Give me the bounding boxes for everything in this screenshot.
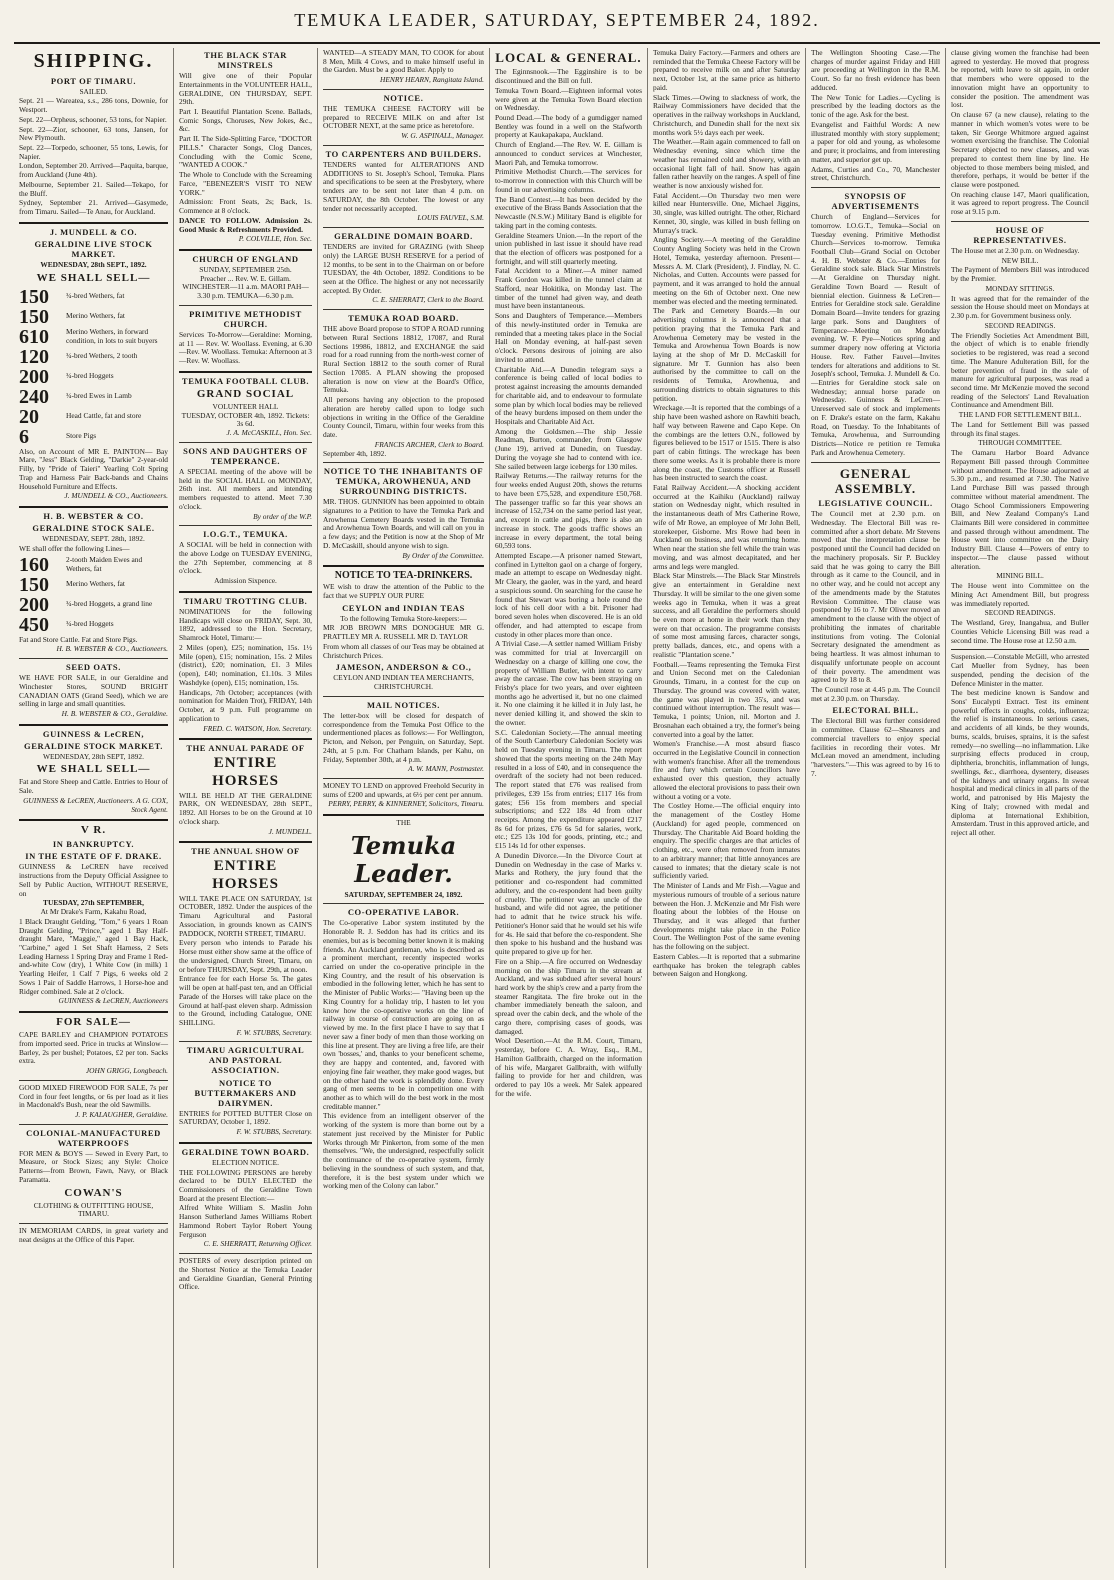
carpenters-heading: TO CARPENTERS AND BUILDERS. [325, 148, 482, 159]
black-star-text: Will give one of their Popular Entertainments in the VOLUNTEER HALL, GERALDINE, ON THURSDAY, SEPT. 29th. [179, 71, 312, 107]
news-item: Among the Goldsmen.—The ship Jessie Readman, Burton, commander, from Glasgow (June 19), arrived at Dunedin, on Tuesday. During the voyage she had to contend with ice. She sailed between large icebergs for 130 miles. [495, 426, 642, 471]
carpenters-signature: LOUIS FAUVEL, S.M. [417, 213, 484, 223]
sale-date-3: WEDNESDAY, 28th SEPT, 1892. [43, 751, 144, 761]
webster-heading: H. B. WEBSTER & CO. [43, 511, 144, 522]
mail-heading: MAIL NOTICES. [367, 699, 440, 710]
news-item: Pound Dead.—The body of a gumdigger named Bentley was found in a well on the Stafworth property at Kaukapakapa, Auckland. [495, 113, 642, 140]
second-2-heading: SECOND READINGS. [984, 608, 1056, 618]
mccaskill-signature: J. A. McCASKILL, Hon. Sec. [226, 428, 312, 438]
tea-heading: NOTICE TO TEA-DRINKERS. [334, 570, 473, 582]
column-2 [174, 48, 318, 1568]
iogt-admission: Admission Sixpence. [214, 576, 277, 586]
new-bill-text: The Payment of Members Bill was introduced by the Premier. [951, 265, 1089, 284]
mundell-heading: J. MUNDELL & CO. [49, 226, 138, 237]
entire-horses: ENTIRE HORSES [212, 755, 279, 789]
columns [14, 48, 1100, 1568]
news-item: Railway Returns.—The railway returns for the four weeks ended August 20th, shows the returns to have been £75,528, and expenditure £50,768. The passenger traffic so far this year shows an increase of 152,734 on the same period last year, and, except in cattle and pigs, there is also an increase in stock. The goods traffic shows an increase in every department, the total being 60,593 tons. [495, 471, 642, 551]
butter-signature: F. W. STUBBS, Secretary. [236, 1127, 312, 1137]
stock-line: 6 Store Pigs [19, 425, 97, 448]
domain-text: TENDERS are invited for GRAZING (with Sheep only) the LARGE BUSH RESERVE for a period of 12 months, to be sent in to the Chairman on or before TUESDAY, the 4th October, 1892. Conditions to be seen at the Office. The highest or any not necessarily accepted. By Order. [323, 242, 484, 295]
guinness-text: Fat and Store Sheep and Cattle. Entries to Hour of Sale. [19, 777, 168, 796]
tea-text: WE wish to draw the attention of the Public to the fact that we SUPPLY OUR PURE [323, 582, 484, 600]
mail-text: The letter-box will be closed for despatch of correspondence from the Temuka Post Office to the undermentioned places as follows:— For Wellington, Picton, and Nelson, per Penguin, on Saturday, Sept. 24th, at 5 p.m. For Chatham Islands, per Kahu, on Friday, September 30th, at 4 p.m. [323, 710, 484, 764]
synopsis-text: Church of England—Services for tomorrow. I.O.G.T., Temuka—Social on Tuesday evening. Primitive Methodist Church—Services to-morrow. Temuka Football Club—Grand Social on October 4. H. B. Webster & Co.—Entries for Geraldine stock sale. Black Star Minstrels—At Geraldine on Thursday night. Geraldine Town Board — Result of biennial election. Guinness & LeCren—Entries for Geraldine stock sale. Geraldine Domain Board—Invite tenders for grazing large park. Sons and Daughters of Temperance—Meeting on Monday evening. W. F. Pye—Notices spring and summer drapery now offering at Victoria House. Rev. Father Fauvel—Invites tenders for alterations and additions to St. Joseph's school, Temuka. J. Mundell & Co.—Entries for Geraldine stock sale on Wednesday; annual horse parade on Wednesday. Guinness & LeCren—Unreserved sale of stock and implements on F. Drake's estate on the farm, Kakahu Road, on Tuesday. To the Inhabitants of Temuka, Arowhenua, and Surrounding Districts—Notice re petition re Temuka Park and Arowhenua Cemetery. [811, 212, 940, 457]
house-text: The House met at 2.30 p.m. on Wednesday. [951, 245, 1080, 255]
drake-heading: IN THE ESTATE OF F. DRAKE. [25, 851, 162, 862]
webster-fat: Fat and Store Cattle. Fat and Store Pigs. [19, 634, 138, 644]
news-item: Fatal Railway Accident.—A shocking accident occurred at the Kaihiku (Auckland) railway station on Wednesday night, which resulted in the instantaneous death of Mrs Catherine Rowe, wife of Mr Rowe, an employee of Mr John Bell, storekeeper, Gisborne. Mrs Rowe had been in Auckland on business, and was returning home. When near the station she fell while the train was moving, and was almost decapitated, and her arms and legs were mangled. [653, 482, 800, 571]
webster-line: 450 ¾-bred Hoggets [19, 613, 114, 636]
seed-oats-text: WE HAVE FOR SALE, in our Geraldine and Winchester Stores, SOUND BRIGHT CANADIAN OATS (Grand Seed), which we are selling in large and small quantities. [19, 673, 168, 709]
show-heading: THE ANNUAL SHOW OF [191, 846, 300, 857]
through-text: The Oamaru Harbor Board Advance Repayment Bill passed through Committee without amendment. The House adjourned at 5.30 p.m., and resumed at 7.30. The Native Land Purchase Bill was passed through committee without material amendment. The Otago School Commissioners Empowering Bill, and New Zealand Company's Land Claimants Bill were considered in committee and passed through without amendment. The House went into committee on the Dairy Industry Bill. Clause 4—Powers of entry to inspector.—The clause passed without alteration. [951, 448, 1089, 571]
news-item: A Dunedin Divorce.—In the Divorce Court at Dunedin on Wednesday in the case of Marks v. Marks and Rothery, the jury found that the petitioner and co-respondent had committed adultery, and the co-respondent had been guilty of cruelty. The petitioner was an uncle of the husband, and wife did not agree, the petitioner had to admit that he twice struck his wife. Petitioner's Honor said that he would set his wife for 4s. He said that before the co-respondent. She then spoke to his husband and the husband was quite prepared to give up for her. [495, 850, 642, 957]
monday-heading: MONDAY SITTINGS. [985, 283, 1055, 293]
news-item: Women's Franchise.—A most absurd fiasco occurred in the Legislative Council in connection with women's franchise. After all the tremendous fire and fury which certain Councillors have exhausted over this question, they actually allowed the electoral provisions to pass their own without a voting or a vote. [653, 739, 800, 801]
volunteer-hall: VOLUNTEER HALL [212, 401, 279, 411]
cowan-sub: CLOTHING & OUTFITTING HOUSE, TIMARU. [33, 1200, 154, 1219]
methodist-text: Services To-Morrow—Geraldine: Morning, at 11 — Rev. W. Woollass. Evening, at 6.30—Rev. W. Woollass. Temuka: Afternoon at 3—Rev. W. Woollass. [179, 329, 312, 366]
column-7 [946, 48, 1094, 1568]
shipping-item: Sept. 21 — Wareatea, s.s., 286 tons, Downie, for Westport. [19, 96, 168, 115]
sale-date-2: WEDNESDAY, SEPT. 28th, 1892. [42, 534, 145, 544]
parade-text: WILL BE HELD AT THE GERALDINE PARK, ON WEDNESDAY, 28th SEPT., 1892. All Horses to be on the Ground at 10 o'clock sharp. [179, 790, 312, 826]
news-item: Eastern Cables.—It is reported that a submarine earthquake has broken the telegraph cables between Saigon and Hongkong. [653, 951, 800, 979]
tea-names: MR JOB BROWN MRS DONOGHUE MR G. PRATTLEY MR A. RUSSELL MR D. TAYLOR [323, 623, 484, 642]
church-sunday: SUNDAY, SEPTEMBER 25th. [199, 265, 292, 274]
road-heading: TEMUKA ROAD BOARD. [348, 313, 459, 324]
trotting-close: Handicaps, 7th October; acceptances (with nomination for Maiden Trot), FRIDAY, 14th October, at 9 p.m. Full programme on application to [179, 687, 312, 723]
news-item: Evangelist and Faithful Words: A new illustrated monthly with story supplement; a paper for old and young, as wholesome and pure; it proclaims, and from interesting matter, and superior get up. [811, 119, 940, 164]
sailed-label: SAILED. [79, 86, 108, 96]
news-item: The Minister of Lands and Mr Fish.—Vague and mysterious rumours of trouble of a serious nature between the Hon. J. McKenzie and Mr Fish were floating about the lobbies of the House on Thursday, and it was alleged that further developments might take place in the Police Court. The Wellington Post of the same evening has the following on the subject. [653, 881, 800, 952]
admission: Admission: Front Seats, 2s; Back, 1s. Commence at 8 o'clock. [179, 197, 312, 216]
money-signature: PERRY, PERRY, & KINNERNEY, Solicitors, Timaru. [328, 799, 484, 809]
drake-text: GUINNESS & LeCREN have received instructions from the Deputy Official Assignee to Sell by Public Auction, WITHOUT RESERVE, on [19, 862, 168, 898]
ceylon-teas: CEYLON and INDIAN TEAS [342, 602, 465, 613]
sons-heading: SONS AND DAUGHTERS OF TEMPERANCE. [183, 445, 308, 466]
council-text: clause giving women the franchise had been agreed to yesterday. He moved that progress be reported, with leave to sit again, in order that members who were opposed to the innovation might have an opportunity to consider the position. The amendment was lost. [951, 48, 1089, 110]
drake-items: 1 Black Draught Gelding, "Tom," 6 years 1 Roan Draught Gelding, "Prince," aged 1 Bay Half-draught Mare, "Maggie," aged 1 Bay Hack, "Carbine," aged 1 Set Shaft Harness, 2 Sets Leading Harness 1 Spring Dray and Frame 1 Red-and-white Cow (dry), 1 White Cow (in milk) 1 Yearling Heifer, 1 Calf 7 Pigs, 6 weeks old 2 Sows 1 Pair of Saddle Harrows, 1 Horse-hoe and Ridger combined. Sale at 2 o'clock. [19, 916, 168, 996]
seed-signature: H. B. WEBSTER & CO., Geraldine. [61, 708, 168, 718]
show-signature: F. W. STUBBS, Secretary. [236, 1027, 312, 1037]
trotting-items: 2 Miles (open), £25; nomination, 15s. 1½ Mile (open), £15; nomination, 15s. 2 Miles (district), £20; nomination, £1. 3 Miles (open), £40; nomination, £1.10s. 3 Miles Washdyke (open), £15; nomination, 15s. [179, 642, 312, 687]
stock-line: 120 ¾-bred Wethers, 2 tooth [19, 345, 138, 368]
news-item: S.C. Caledonian Society.—The annual meeting of the South Canterbury Caledonian Society was held on Tuesday evening in Timaru. The report showed that the sports meeting on the 24th May resulted in a loss of £40, and in consequence the overdraft of the society had not been reduced. The report stated that £76 was realised from privileges, £39 15s from entries; £117 16s from gates; £56 15s from members and special subscriptions; and £22 18s 4d from other receipts. Among the expenditure appeared £217 8s 6d for prizes, £76 6s 5d for salaries, work, etc.; £25 13s 10d for goods, printing, etc.; and £15 14s 1d for other expenses. [495, 727, 642, 851]
through-heading: THROUGH COMMITTEE. [978, 438, 1062, 448]
column-6 [806, 48, 946, 1568]
webster-line: 200 ¾-bred Hoggets, a grand line [19, 593, 153, 616]
coop-text: The Co-operative Labor system instituted by the Honorable R. J. Seddon has had its critics and its enemies, but as is becoming better known it is making friends. An Auckland gentleman, who is described as a prominent merchant, recently inspected works carried on under the co-operative principle in the King Country, and the result of his observation is embodied in the following letter, which he has sent to the Minister of Public Works:— "Having been up the King Country for a holiday trip, I hasten to let you know how the co-operative works on the line of railway in course of construction are going on as viewed by me. In the first place I have to say that I never saw a finer body of men than those working on this line at present. They are living a free life, are their own 'bosses,' and, thanks to your beneficent scheme, they are happy and contented, and, favored with enjoying fine fair weather, they make good wages, but on the other hand the work is splendidly done. Every gang of men seems to be in competition one with another as to which will do the best work in the most creditable manner." [323, 918, 484, 1111]
guinness-signature: GUINNESS & LeCREN, Auctioneers. A G. COX, Stock Agent. [23, 795, 168, 814]
church-heading: CHURCH OF ENGLAND [192, 253, 299, 264]
road-signature: FRANCIS ARCHER, Clerk to Board. [374, 439, 484, 449]
news-item: The Wellington Shooting Case.—The charges of murder against Friday and Hill are proceeding at Wellington in the R.M. Court. So far no fresh evidence has been adduced. [811, 48, 940, 92]
issue-date: SATURDAY, SEPTEMBER 24, 1892. [344, 889, 463, 899]
webster-line: 150 Merino Wethers, fat [19, 573, 125, 596]
news-item: Adams, Curties and Co., 70, Manchester street, Christchurch. [811, 164, 940, 183]
notice-heading: NOTICE. [383, 92, 424, 103]
news-item: The Costley Home.—The official enquiry into the management of the Costley Home (Auckland) for aged people, commenced on Thursday. The Charitable Aid Board holding the enquiry. The specific charges are that articles of clothing, etc., were often removed from inmates to an arbitrary manner; that little annoyances are caused to inmates; that the dietary scale is not sufficiently varied. [653, 801, 800, 881]
show-text-3: Entrance fee for each Horse 5s. The gates will be open at half-past ten, and an Official Parade of the Horses will take place on the Ground at half-past eleven sharp. Admission to the Ground, including Catalogue, ONE SHILLING. [179, 974, 312, 1027]
drake-date: TUESDAY, 27th SEPTEMBER, [43, 898, 144, 908]
tea-close: From whom all classes of our Teas may be obtained at Christchurch Prices. [323, 641, 484, 660]
parade-signature: J. MUNDELL. [268, 826, 312, 836]
webster-signature: H. B. WEBSTER & CO., Auctioneers. [56, 644, 168, 654]
electoral-heading: ELECTORAL BILL. [832, 705, 919, 716]
suspension-text: Suspension.—Constable McGill, who arrested Carl Mueller from Sydney, has been suspended, pending the decision of the Defence Minister in the matter. [951, 652, 1089, 688]
inhabitants-text: MR. THOS. GUNNION has been appointed to obtain signatures to a Petition to have the Temuka Park and Arowhenua Cemetery Boards vested in the Temuka and Arowhenua Town Boards, and will call on you in a few days; and the Petition is now at the Shop of Mr D. McCaskill, should anyone wish to sign. [323, 497, 484, 550]
monday-text: It was agreed that for the remainder of the session the House should meet on Mondays at 2.30 p.m. for Government business only. [951, 293, 1089, 321]
bankruptcy-title: IN BANKRUPTCY. [52, 839, 135, 850]
news-item: Wreckage.—It is reported that the combings of a ship have been washed ashore on Rawhiti beach, half way between Rawene and Capo Kepe. On the combings are the letters O.N., followed by figures believed to be 1517 or 1515. There is also part of cabin fittings. The wreckage has been there some weeks. As it is probable there is more along the coast, the Customs officer at Russell has been instructed to search the coast. [653, 403, 800, 483]
memoriam-text: IN MEMORIAM CARDS, in great variety and neat designs at the Office of this Paper. [19, 1226, 168, 1244]
council-rose: The Council rose at 4.45 p.m. The Council met at 2.30 p.m. on Thursday. [811, 684, 940, 703]
drake-signature: GUINNESS & LeCREN, Auctioneers [58, 996, 168, 1006]
road-text-2: All persons having any objection to the proposed alteration are hereby called upon to lodge such objections in writing in the Office of the Geraldine County Council, Timaru, within four weeks from this date. [323, 395, 484, 440]
wanted-signature: HENRY HEARN, Rangitata Island. [380, 75, 484, 85]
council-text: On reaching clause 147, Maori qualification, it was agreed to report progress. The Council rose at 9.15 p.m. [951, 189, 1089, 217]
guinness-heading: GUINNESS & LeCREN, [42, 728, 145, 739]
show-text: WILL TAKE PLACE ON SATURDAY, 1st OCTOBER, 1892. Under the auspices of the Timaru Agricultural and Pastoral Association, in grounds known as CAIN'S PADDOCK, NORTH STREET, TIMARU. [179, 893, 312, 938]
news-item: The Band Contest.—It has been decided by the executive of the Brass Bands Association that the Newcastle (N.S.W.) Military Band is eligible for taking part in the coming contests. [495, 194, 642, 230]
guinness-we-shall: WE SHALL SELL— [36, 763, 151, 776]
webster-line: 160 2-tooth Maiden Ewes and Wethers, fat [19, 553, 143, 576]
general-assembly-heading: GENERAL ASSEMBLY. [834, 465, 917, 496]
local-general-heading: LOCAL & GENERAL. [495, 50, 642, 65]
news-item: A Trivial Case.—A settler named William Frisby was committed for trial at Invercargill on Wednesday on a charge of killing one cow, the property of William Butler, with intent to carry away the carcase. The cow has been straying on Frisby's place for two years, and over eighteen months ago he advertised it, but no one claimed it. No one claiming it he killed it in July last, he never denied killing it, and showed the skin to the owner. [495, 639, 642, 727]
cowan-heading: COWAN'S [64, 1186, 123, 1199]
entire-horses-2: ENTIRE HORSES [212, 858, 279, 893]
webster-offer: WE shall offer the following Lines— [19, 543, 130, 553]
church-times: WINCHESTER—11 a.m. MAORI PAH—3.30 p.m. TEMUKA—6.30 p.m. [182, 282, 309, 301]
road-text: THE above Board propose to STOP A ROAD running between Rural Sections 18812, 17087, and Rural Sections 19986, 18812, and EXCHANGE the said road for a road running from the north-west corner of Rural Section 18812 to the south corner of Rural Section 17085. A PLAN showing the proposed alteration is now on view at the Board's Office, Temuka. [323, 324, 484, 395]
news-item: Church of England.—The Rev. W. E. Gillam is announced to conduct services at Winchester, Maori Pah, and Temuka tomorrow. [495, 140, 642, 167]
column-3 [318, 48, 490, 1568]
synopsis-heading: SYNOPSIS OF ADVERTISEMENTS [831, 191, 920, 212]
wanted-text: WANTED—A STEADY MAN, TO COOK for about 8 Men, Milk 4 Cows, and to make himself useful in the Garden. Must be a good Baker. Apply to [323, 48, 484, 75]
news-item: Geraldine Steamers Union.—In the report of the union published in last issue it should have read that the election of officers was postponed for a fortnight, and will still quarterly meeting. [495, 230, 642, 266]
london-news: London, September 20. Arrived—Paquita, barque, from Auckland (June 4th). [19, 161, 169, 180]
show-text-2: Every person who intends to Parade his Horse must either show same at the office of the undersigned, Church Street, Timaru, on or before THURSDAY, Sept. 29th, at noon. [179, 938, 312, 974]
shipping-title: SHIPPING. [33, 50, 154, 72]
football-heading: TEMUKA FOOTBALL CLUB. [181, 375, 310, 386]
news-item: Temuka Dairy Factory.—Farmers and others are reminded that the Temuka Cheese Factory will be prepared to receive milk on and after Saturday next, October 1st, at the same price as hitherto paid. [653, 48, 800, 92]
mining-heading: MINING BILL. [996, 571, 1044, 581]
black-star-title: THE BLACK STAR MINSTRELS [204, 50, 287, 71]
mail-signature: A. W. MANN, Postmaster. [408, 764, 484, 774]
election-text: THE FOLLOWING PERSONS are hereby declared to be DULY ELECTED the Commissioners of the Geraldine Town Board at the present Election:— [179, 1167, 312, 1203]
dance: DANCE TO FOLLOW. Admission 2s. Good Music & Refreshments Provided. [179, 215, 312, 234]
domain-signature: C. E. SHERRATT, Clerk to the Board. [372, 295, 484, 305]
news-item: The New Tonic for Ladies.—Cycling is prescribed by the leading doctors as the tonic of the age. Ask for the best. [811, 92, 940, 120]
jameson-sub: CEYLON AND INDIAN TEA MERCHANTS, CHRISTCHURCH. [333, 673, 474, 692]
inhabitants-signature: By Order of the Committee. [402, 550, 484, 560]
drake-place: At Mr Drake's Farm, Kakahu Road, [40, 907, 147, 917]
sons-text: A SPECIAL meeting of the above will be held in the SOCIAL HALL on MONDAY, 26th inst. All members and intending members requested to attend. Meet 7.30 o'clock. [179, 466, 312, 511]
news-item: Temuka Town Board.—Eighteen informal votes were given at the Temuka Town Board election on Wednesday. [495, 85, 642, 113]
colville-signature: P. COLVILLE, Hon. Sec. [238, 234, 312, 244]
stock-line: 150 Merino Wethers, fat [19, 305, 125, 328]
news-item: Football.—Teams representing the Temuka First and Union Second met on the Caledonian Grounds, Timaru, in a contest for the cup on Thursday. The ground was covered with water, the game was played in two 35's, and was continued without interruption. The result was—Temuka, 1 points; Union, nil. Morton and J. Brosnahan each obtained a try, the former's being converted into a goal by the latter. [653, 659, 800, 739]
vr-mark: V R. [80, 824, 107, 837]
grand-social: GRAND SOCIAL [196, 387, 295, 400]
stock-line: 20 Head Cattle, fat and store [19, 405, 142, 428]
geraldine-sale-title: GERALDINE LIVE STOCK MARKET. [34, 238, 153, 259]
firewood-text: GOOD MIXED FIREWOOD FOR SALE, 7s per Cord in four feet lengths, or 6s per load as it lies in Macdonald's Bush, near the old Sawmills. [19, 1082, 168, 1110]
melbourne-news: Melbourne, September 21. Sailed—Tekapo, for the Bluff. [19, 179, 168, 198]
iogt-text: A SOCIAL will be held in connection with the above Lodge on TUESDAY EVENING, the 27th September, commencing at 8 o'clock. [179, 540, 312, 576]
seed-oats-heading: SEED OATS. [66, 662, 121, 673]
posters-text: POSTERS of every description printed on the Shortest Notice at the Temuka Leader and Geraldine Guardian, General Printing Office. [179, 1256, 312, 1292]
news-item: Fatal Accident to a Miner.—A miner named Frank Gordon was killed in the tunnel claim at Stafford, near Hokitika, on Monday last. The timber of the tunnel had given way, and death must have been instantaneous. [495, 266, 642, 311]
mundell-signature: J. MUNDELL & CO., Auctioneers. [64, 491, 168, 501]
for-sale-signature: JOHN GRIGG, Longbeach. [85, 1066, 168, 1076]
elected-names: Alfred White William S. Maslin John Hanson Sutherland James Williams Robert Hammond Robert Taylor Robert Young Ferguson [179, 1203, 312, 1239]
road-date: September 4th, 1892. [323, 448, 387, 458]
logo-the: THE [396, 818, 411, 828]
election-signature: C. E. SHERRATT, Returning Officer. [203, 1239, 312, 1249]
cheese-text: THE TEMUKA CHEESE FACTORY will be prepared to RECEIVE MILK on and after 1st OCTOBER NEXT, at the same price as heretofore. [323, 103, 484, 131]
carpenters-text: TENDERS wanted for ALTERATIONS AND ADDITIONS to St. Joseph's School, Temuka. Plans and specifications to be seen at the Presbytery, where tenders are to be sent not later than 4 p.m. on SATURDAY, the 8th October. The lowest or any tender not necessarily accepted. [323, 159, 484, 213]
news-item: Angling Society.—A meeting of the Geraldine County Angling Society was held in the Crown Hotel, Temuka, yesterday afternoon. Present—Messrs A. M. Clark (President), J. Findlay, N. C. Nicholas, and Cutten. Accounts were passed for payment, and it was arranged to hold the annual meeting on the 6th of October next. One new member was elected and the meeting terminated. [653, 235, 800, 306]
shipping-item: Sept. 22—Orpheus, schooner, 53 tons, for Napier. [19, 114, 167, 124]
news-item: Fatal Accident.—On Thursday two men were killed near Huntersville. One, Michael Jiggins, 30, single, was killed outright. The other, Richard Kennet, 30, single, was killed in bush felling on Murray's track. [653, 190, 800, 235]
shipping-item: Sept. 22—Zior, schooner, 63 tons, Jansen, for New Plymouth. [19, 124, 168, 143]
news-item: The Eginnsnook.—The Egginshire is to be discontinued and the Bill on full. [495, 67, 642, 86]
sandow-text: The best medicine known is Sandow and Sons' Eucalypti Extract. Test its eminent powerful effects in coughs, colds, influenza; the relief is instantaneous. In serious cases, and accidents of all kinds, be they wounds, burns, scalds, bruises, sprains, it is the safest remedy—no swelling—no inflammation. Like surprising effects produced in croup, diphtheria, bronchitis, inflammation of lungs, swellings, &c., diarrhoea, dysentery, diseases of the kidneys and urinary organs. In sweat hospital and medical clinics in all parts of the world, and patronised by His Majesty the King of Italy; crowned with medal and diploma at International Exhibition, Amsterdam. Trust in this approved article, and reject all other. [951, 688, 1089, 837]
butter-heading: NOTICE TO BUTTERMAKERS AND DAIRYMEN. [194, 1077, 297, 1108]
sale-date: WEDNESDAY, 28th SEPT., 1892. [40, 259, 147, 269]
election-notice: ELECTION NOTICE. [212, 1157, 279, 1167]
jameson-heading: JAMESON, ANDERSON & CO., [335, 662, 472, 673]
trotting-text: NOMINATIONS for the following Handicaps will close on FRIDAY, Sept. 30, 1892, addressed to the Hon. Secretary, Shamrock Hotel, Timaru:— [179, 606, 312, 643]
colonial-text: FOR MEN & BOYS — Sewed in Every Part, to Measure, or Stock Sizes; any Style: Choice Patterns—from Brown, Fawn, Navy, or Black Paramatta. [19, 1148, 168, 1184]
parade-heading: THE ANNUAL PARADE OF [186, 743, 305, 754]
house-heading: HOUSE OF REPRESENTATIVES. [973, 224, 1067, 245]
methodist-heading: PRIMITIVE METHODIST CHURCH. [189, 308, 302, 329]
trotting-heading: TIMARU TROTTING CLUB. [183, 595, 308, 606]
coop-text-2: This evidence from an intelligent observer of the working of the system is more than borne out by a statement just received by the Minister for Public Works through Mr Pinkerton, from some of the men themselves. "We, the undersigned, respectfully solicit the continuance of the co-operative system, firmly believing in the soundness of such system, and that, therefore, it is the best system under which we working men of the Colony can labor." [323, 1111, 484, 1191]
sydney-news: Sydney, September 21. Arrived—Gasymede, from Timaru. Sailed—Te Anau, for Auckland. [19, 198, 168, 217]
news-item: Slack Times.—Owing to slackness of work, the Railway Commissioners have decided that the operatives in the railway workshops in Auckland, Christchurch, and Dunedin shall for the next six months work 5½ days each per week. [653, 92, 800, 137]
painton-account: Also, on Account of MR E. PAINTON— Bay Mare, "Jess" Black Gelding, "Darkie" 2-year-old Filly, by "Pride of Taieri" Yearling Colt Spring Trap and Harness Pair Back-bands and Chains Household Furniture and Effects. [19, 446, 168, 491]
inhabitants-heading: NOTICE TO THE INHABITANTS OF TEMUKA, AROWHENUA, AND SURROUNDING DISTRICTS. [323, 466, 484, 497]
sons-signature: By order of the W.P. [253, 511, 312, 521]
colonial-heading: COLONIAL-MANUFACTURED WATERPROOFS [26, 1127, 161, 1148]
timaru-agri: TIMARU AGRICULTURAL AND PASTORAL ASSOCIATION. [186, 1045, 305, 1076]
part-one: Part I. Beautiful Plantation Scene. Ballads, Comic Songs, Choruses, New Jokes, &c., &c. [179, 106, 312, 134]
column-5 [648, 48, 806, 1568]
news-item: The Weather.—Rain again commenced to fall on Wednesday evening, since which time the weather has remained cold and showery, with an occasional light fall of hail. Snow has again fallen rather heavily on the ranges. A spell of fine weather is now anxiously wished for. [653, 137, 800, 191]
second-text: The Friendly Societies Act Amendment Bill, the object of which is to enable friendly societies to be registered, was read a second time. The Manure Adulteration Bill, for the better prevention of fraud in the sale of manure for agricultural purposes, was read a second time. Mr McKenzie moved the second reading of the Selectors' Land Revaluation Continuance and Amendment Bill. [951, 330, 1089, 410]
mining-text: The House went into Committee on the Mining Act Amendment Bill, but progress was immediately reported. [951, 581, 1089, 608]
column-1 [14, 48, 174, 1568]
port-title: PORT OF TIMARU. [50, 75, 137, 86]
temuka-leader-logo: Temuka Leader. [350, 830, 457, 889]
news-item: Sons and Daughters of Temperance.—Members of this newly-instituted order in Temuka are reminded that a meeting takes place in the Social Hall on Monday evening, at half-past seven o'clock. Persons desirous of joining are also invited to attend. [495, 311, 642, 364]
news-item: Primitive Methodist Church.—The services for to-morrow in connection with this Church will be found in our advertising columns. [495, 167, 642, 194]
column-4 [490, 48, 648, 1568]
guinness-market: GERALDINE STOCK MARKET. [24, 740, 163, 751]
part-two: Part II. The Side-Splitting Farce, "DOCTOR PILLS." Character Songs, Clog Dances, Concluding with the Comic Scene, "WANTED A COOK." [179, 134, 312, 170]
election-heading: GERALDINE TOWN BOARD. [181, 1146, 310, 1157]
geraldine-stock-title: GERALDINE STOCK SALE. [32, 523, 155, 534]
new-bill-heading: NEW BILL. [1001, 255, 1039, 265]
second-2-text: The Westland, Grey, Inangahua, and Buller Counties Vehicle Licensing Bill was read a second time. The House rose at 12.50 a.m. [951, 618, 1089, 645]
money-text: MONEY TO LEND on approved Freehold Security in sums of £200 and upwards, at 6½ per cent per annum. [323, 781, 484, 799]
news-item: Charitable Aid.—A Dunedin telegram says a conference is being called of local bodies to protest against increasing the amounts demanded for charitable aid, and to endeavour to formulate some plan by which local bodies may be relieved of the heavy burdens imposed on them under the Hospitals and Charitable Aid Act. [495, 364, 642, 426]
land-text: The Land for Settlement Bill was passed through its final stages. [951, 419, 1089, 438]
black-star-close: The Whole to Conclude with the Screaming Farce, "EBENEZER'S VISIT TO NEW YORK." [179, 170, 312, 197]
news-item: Black Star Minstrels.—The Black Star Minstrels give an entertainment in Geraldine next Thursday. It will be similar to the one given some weeks ago in Temuka, when it was a great success, and all Geraldine the performers should be even more at home in their work than they were on that occasion. The programme consists of some most amusing farces, character songs, pretty ballads, dances, etc., and opens with a realistic "Plantation scene." [653, 571, 800, 659]
trotting-signature: FRED. C. WATSON, Hon. Secretary. [203, 723, 312, 733]
legislative-text: The Council met at 2.30 p.m. on Wednesday. The Electoral Bill was re-committed after a short debate. Mr Stevens moved that the interpretation clause be postponed until the Council had decided on the machinery proposals. Sir P. Buckley said that he was going to carry the Bill through as it came to the Council, and in no other way, and he could not accept any of the amendments made by the Statutes Revision Committee. The clause was postponed by 16 to 7. Mr Oliver moved an amendment to the clause with the object of prohibiting the inmates of charitable institutions from voting. The Colonial Secretary designated the amendment as being heartless. It was almost inhuman to disqualify unfortunate people on account of their poverty. The amendment was agreed to by 18 to 8. [811, 509, 940, 685]
electoral-text: The Electoral Bill was further considered in committee. Clause 62—Shearers and commercial travellers to enjoy special facilities in recording their votes. Mr McLean moved an amendment, including "harvesters."—This was agreed to by 16 to 7. [811, 716, 940, 778]
news-item: Fire on a Ship.—A fire occurred on Wednesday morning on the ship Timaru in the stream at Auckland, and was subdued after several hours' hard work by the ship's crew and a party from the steamer Rangitata. The fire broke out in the chamber immediately beneath the saloon, and spread over the cabin deck, and the whole of the cargo there, comprising cases of goods, was damaged. [495, 956, 642, 1036]
tea-to: To the following Temuka Store-keepers:— [340, 613, 467, 623]
masthead: TEMUKA LEADER, SATURDAY, SEPTEMBER 24, 1892. [14, 10, 1100, 44]
coop-heading: CO-OPERATIVE LABOR. [347, 907, 460, 918]
iogt-heading: I.O.G.T., TEMUKA. [203, 529, 288, 540]
preacher: Preacher ... Rev. W. E. Gillam. [200, 273, 291, 283]
news-item: Attempted Escape.—A prisoner named Stewart, confined in Lyttelton gaol on a charge of forgery, made an attempt to escape on Wednesday night. Mr Cleary, the gaoler, was in the yard, and heard a suspicious sound. On searching for the cause he found that Stewart was boring a hole round the lock of his cell door with a bit. Prisoner had bored seven holes when discovered. He is an old offender, and had attempted to escape from custody in other places more than once. [495, 550, 642, 639]
we-shall-sell: WE SHALL SELL— [36, 271, 151, 284]
for-sale-text: CAPE BARLEY and CHAMPION POTATOES from imported seed. Price in trucks at Winslow—Barley, 2s per bushel; Potatoes, £2 per ton. Sacks extra. [19, 1030, 168, 1066]
land-heading: THE LAND FOR SETTLEMENT BILL. [958, 410, 1082, 420]
second-heading: SECOND READINGS. [984, 320, 1056, 330]
stock-line: 240 ¾-bred Ewes in Lamb [19, 385, 132, 408]
legislative-heading: LEGISLATIVE COUNCIL. [818, 498, 933, 509]
cheese-signature: W. G. ASPINALL, Manager. [401, 131, 484, 141]
for-sale-heading: FOR SALE— [56, 1016, 131, 1029]
shipping-item: Sept. 22—Torpedo, schooner, 55 tons, Lewis, for Napier. [19, 143, 168, 161]
news-item: Wool Desertion.—At the R.M. Court, Timaru, yesterday, before C. A. Wray, Esq., R.M., Hamilton Gallbraith, charged on the information of his wife, Margaret Gallbraith, with wilfully failing to provide for her and children, was ordered to pay 10s a week. Mr Salek appeared for the wife. [495, 1036, 642, 1098]
council-text: On clause 67 (a new clause), relating to the manner in which women's votes were to be taken, Sir George Whitmore argued against women exercising the franchise. The Colonial Secretary objected to new clauses, and was prepared to contest them line by line. He objected to those members being misled, and therefore, perhaps, it would be better if the clause were postponed. [951, 110, 1089, 190]
tuesday-oct: TUESDAY, OCTOBER 4th, 1892. Tickets: 3s 6d. [181, 410, 310, 429]
domain-heading: GERALDINE DOMAIN BOARD. [334, 231, 473, 242]
stock-line: 150 ¾-bred Wethers, fat [19, 285, 125, 308]
stock-line: 610 Merino Wethers, in forward condition, in lots to suit buyers [19, 325, 158, 348]
butter-text: ENTRIES for POTTED BUTTER Close on SATURDAY, October 1, 1892. [179, 1108, 312, 1127]
stock-line: 200 ¾-bred Hoggets [19, 365, 114, 388]
firewood-signature: J. P. KALAUGHER, Geraldine. [75, 1109, 168, 1119]
news-item: The Park and Cemetery Boards.—In our advertising columns it is announced that a petition praying that the Temuka Park and Arowhenua Cemetery may be vested in the Temuka and Arowhenua Town Boards is now laying at the shop of Mr D. McCaskill for signature. Mr T. Gunnion has also been authorised by the committee to call on the residents of Temuka, Arowhenua, and surrounding districts to obtain signatures to this petition. [653, 306, 800, 403]
